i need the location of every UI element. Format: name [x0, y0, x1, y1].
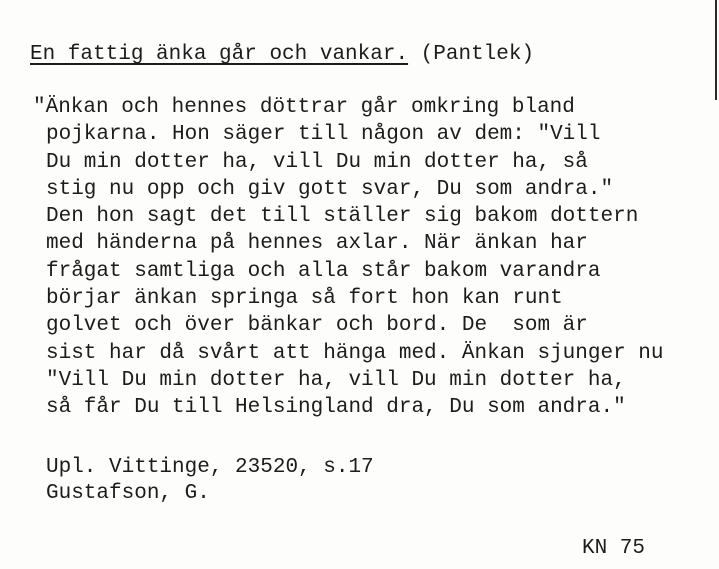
source-line: Upl. Vittinge, 23520, s.17	[46, 456, 374, 479]
text-line: Du min dotter ha, vill Du min dotter ha, så	[46, 150, 588, 174]
text-line: med händerna på hennes axlar. När änkan har	[46, 232, 588, 256]
text-line: golvet och över bänkar och bord. De som är	[46, 314, 588, 338]
text-line: så får Du till Helsingland dra, Du som andra."	[46, 396, 626, 420]
source-block	[46, 455, 374, 507]
text-line: Den hon sagt det till ställer sig bakom dottern	[46, 205, 639, 229]
text-line: pojkarna. Hon säger till någon av dem: "Vill	[46, 123, 601, 147]
card-title: En fattig änka går och vankar.	[30, 43, 409, 66]
title-line	[30, 42, 534, 68]
collector-name: Gustafson, G.	[46, 482, 210, 505]
card-edge-line	[715, 0, 717, 100]
card-subtitle: (Pantlek)	[420, 43, 535, 66]
text-line: sist har då svårt att hänga med. Änkan sjunger nu	[46, 341, 664, 365]
text-line: "Änkan och hennes döttrar går omkring bland	[33, 96, 575, 119]
text-line: "Vill Du min dotter ha, vill Du min dotter ha,	[46, 368, 626, 392]
card-text	[33, 94, 719, 422]
text-line: stig nu opp och giv gott svar, Du som andra."	[46, 177, 614, 201]
text-line: börjar änkan springa så fort hon kan runt	[46, 287, 563, 311]
catalog-code: KN 75	[582, 537, 646, 560]
text-line: frågat samtliga och alla står bakom varandra	[46, 259, 601, 283]
